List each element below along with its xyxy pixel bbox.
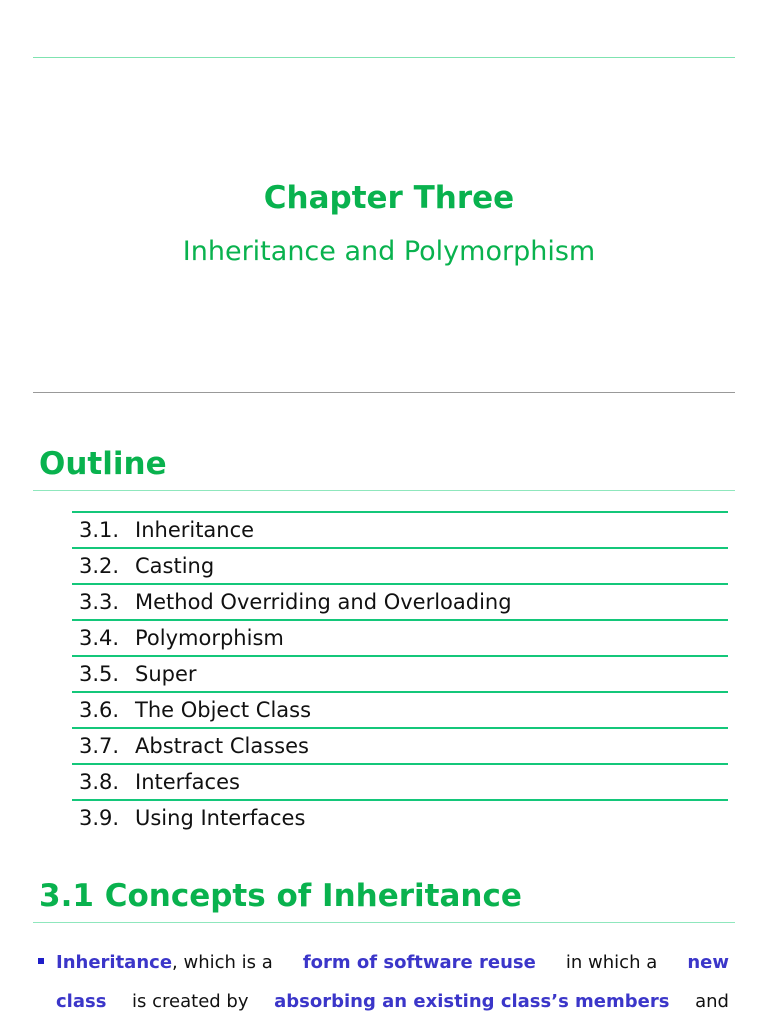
outline-item[interactable] bbox=[72, 583, 728, 619]
outline-list bbox=[72, 511, 728, 835]
outline-item-label: The Object Class bbox=[135, 698, 312, 722]
section-heading-divider bbox=[33, 922, 735, 923]
outline-item-number: 3.2. bbox=[79, 554, 120, 578]
term-inheritance: Inheritance, which is a bbox=[56, 952, 273, 973]
term-new-class: new bbox=[687, 952, 729, 973]
outline-item-label: Abstract Classes bbox=[135, 734, 309, 758]
bullet-text-fragment: , which is a bbox=[172, 952, 273, 973]
outline-item-number: 3.5. bbox=[79, 662, 120, 686]
outline-item-label: Method Overriding and Overloading bbox=[135, 590, 512, 614]
outline-heading-divider bbox=[33, 490, 735, 491]
term-software-reuse: form of software reuse bbox=[302, 952, 536, 973]
outline-item[interactable] bbox=[72, 511, 728, 547]
outline-item[interactable] bbox=[72, 799, 728, 835]
outline-item[interactable] bbox=[72, 727, 728, 763]
outline-item[interactable] bbox=[72, 691, 728, 727]
outline-item-number: 3.8. bbox=[79, 770, 120, 794]
outline-item-label: Super bbox=[135, 662, 197, 686]
bullet-text-line-1 bbox=[56, 952, 729, 973]
outline-item-number: 3.9. bbox=[79, 806, 120, 830]
outline-item-number: 3.4. bbox=[79, 626, 120, 650]
chapter-title: Chapter Three bbox=[263, 180, 515, 216]
bullet-text-fragment: and bbox=[695, 991, 729, 1012]
outline-item-number: 3.6. bbox=[79, 698, 120, 722]
outline-item[interactable] bbox=[72, 763, 728, 799]
outline-item-number: 3.7. bbox=[79, 734, 120, 758]
outline-item[interactable] bbox=[72, 655, 728, 691]
outline-item-label: Inheritance bbox=[135, 518, 255, 542]
chapter-subtitle: Inheritance and Polymorphism bbox=[182, 236, 596, 267]
outline-item-label: Interfaces bbox=[135, 770, 240, 794]
bullet-text-line-2 bbox=[56, 991, 729, 1012]
bullet-text-fragment: is created by bbox=[132, 991, 249, 1012]
page-divider bbox=[33, 392, 735, 393]
outline-item[interactable] bbox=[72, 619, 728, 655]
outline-heading: Outline bbox=[39, 446, 167, 482]
outline-item-label: Polymorphism bbox=[135, 626, 284, 650]
outline-item-number: 3.3. bbox=[79, 590, 120, 614]
outline-item-number: 3.1. bbox=[79, 518, 120, 542]
outline-item[interactable] bbox=[72, 547, 728, 583]
section-heading: 3.1 Concepts of Inheritance bbox=[39, 878, 522, 914]
top-divider bbox=[33, 57, 735, 58]
outline-item-label: Casting bbox=[135, 554, 215, 578]
bullet-square-icon bbox=[38, 958, 44, 964]
outline-item-label: Using Interfaces bbox=[135, 806, 306, 830]
term-new-class-cont: class bbox=[56, 991, 107, 1012]
term-absorbing-members: absorbing an existing class’s members bbox=[274, 991, 670, 1012]
bullet-text-fragment: in which a bbox=[565, 952, 658, 973]
